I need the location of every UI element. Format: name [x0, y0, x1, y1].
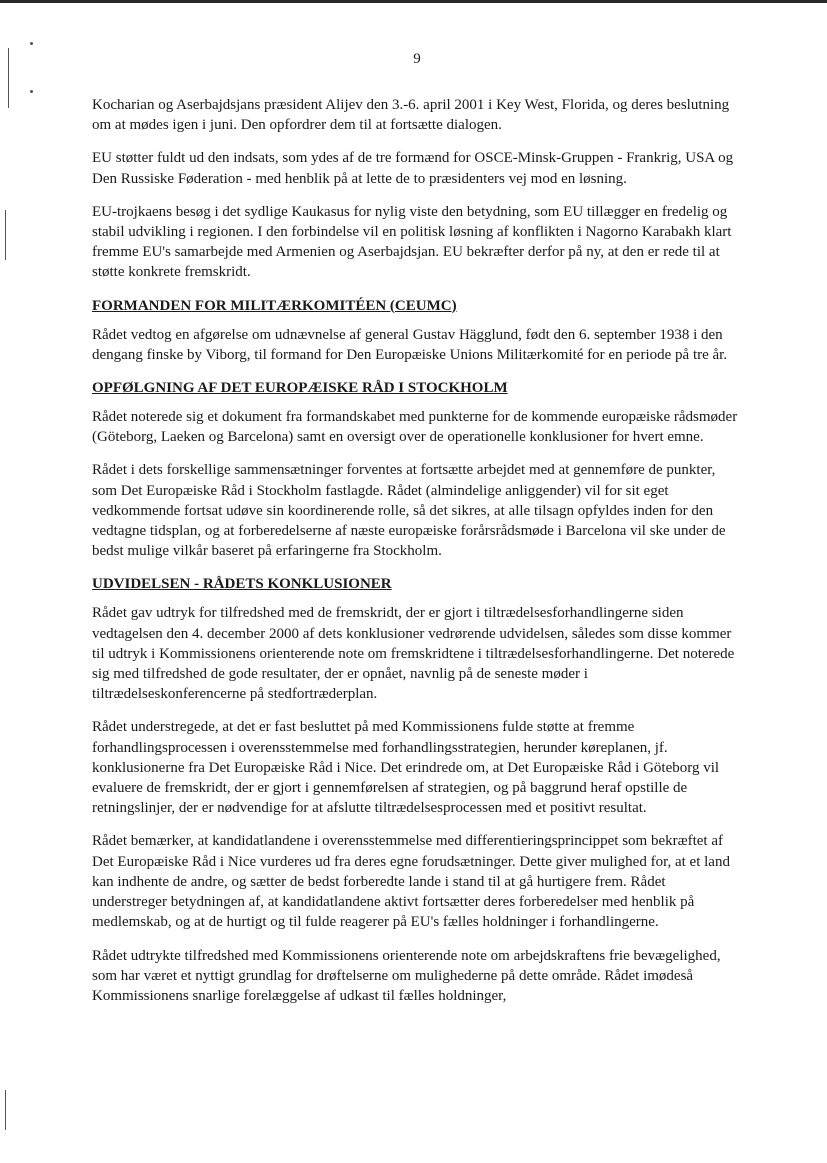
scan-margin-mark — [30, 42, 33, 45]
paragraph: Rådet bemærker, at kandidatlandene i overensstemmelse med differentieringsprincippet som bekræftet af Det Europæiske Råd i Nice vurderes ud fra deres egne forudsætninger. Dette giver mulighed for, at et land kan indhente de andre, og sætter de bedst forberedte lande i stand til at gå hurtigere frem. Rådet understreger betydningen af, at kandidatlandene aktivt fortsætter deres forberedelser med henblik på medlemskab, og at de hurtigt og til fulde reagerer på EU's fælles holdninger i forhandlingerne. — [92, 833, 730, 931]
section-enlargement — [92, 574, 742, 1006]
paragraph: Kocharian og Aserbajdsjans præsident Alijev den 3.-6. april 2001 i Key West, Florida, og deres beslutning om at mødes igen i juni. Den opfordrer dem til at fortsætte dialogen. — [92, 97, 730, 134]
paragraph: EU-trojkaens besøg i det sydlige Kaukasus for nylig viste den betydning, som EU tillægger en fredelig og stabil udvikling i regionen. I den forbindelse vil en politisk løsning af konflikten i Nagorno Karabakh klart fremme EU's samarbejde med Armenien og Aserbajdsjan. EU bekræfter derfor på ny, at den er rede til at støtte konkrete fremskridt. — [92, 203, 732, 281]
scan-top-rule — [0, 0, 827, 3]
section-heading: FORMANDEN FOR MILITÆRKOMITÉEN (CEUMC) — [92, 297, 457, 314]
section-heading: UDVIDELSEN - RÅDETS KONKLUSIONER — [92, 576, 392, 593]
paragraph: Rådet udtrykte tilfredshed med Kommissionens orienterende note om arbejdskraftens frie bevægelighed, som har været et nyttigt grundlag for drøftelserne om mulighederne på dette område. Rådet imødeså Kommissionens snarlige forelæggelse af udkast til fælles holdninger, — [92, 947, 721, 1004]
section-stockholm — [92, 378, 742, 561]
section-heading: OPFØLGNING AF DET EUROPÆISKE RÅD I STOCKHOLM — [92, 380, 508, 397]
paragraph: EU støtter fuldt ud den indsats, som ydes af de tre formænd for OSCE-Minsk-Gruppen - Frankrig, USA og Den Russiske Føderation - med henblik på at lette de to præsidenters vej mod en løsning. — [92, 150, 734, 187]
paragraph: Rådet gav udtryk for tilfredshed med de fremskridt, der er gjort i tiltrædelsesforhandlingerne siden vedtagelsen den 4. december 2000 af dets konklusioner vedrørende udvidelsen, således som disse kommer til udtryk i Kommissionens orienterende note om fremskridtene i tiltrædelsesforhandlingerne. Det noterede sig med tilfredshed de gode resultater, der er opnået, navnlig på de seneste møder i tiltrædelseskonferencerne på stedfortræderplan. — [92, 605, 735, 703]
page-number: 9 — [413, 51, 421, 67]
paragraph: Rådet understregede, at det er fast besluttet på med Kommissionens fulde støtte at fremme forhandlingsprocessen i overensstemmelse med forhandlingsstrategien, herunder køreplanen, jf. konklusionerne fra Det Europæiske Råd i Nice. Det erindrede om, at Det Europæiske Råd i Göteborg vil evaluere de fremskridt, der er gjort i gennemførelsen af strategien, og på baggrund heraf opstille de retningslinjer, der er nødvendige for at afslutte tiltrædelsesprocessen med et positivt resultat. — [92, 719, 720, 817]
scan-margin-mark — [5, 210, 6, 260]
section-ceumc — [92, 296, 742, 365]
scan-margin-mark — [30, 90, 33, 93]
paragraph: Rådet noterede sig et dokument fra formandskabet med punkterne for de kommende europæiske rådsmøder (Göteborg, Laeken og Barcelona) samt en oversigt over de operationelle konklusioner for hvert emne. — [92, 409, 738, 446]
scan-margin-mark — [8, 48, 9, 108]
paragraph: Rådet i dets forskellige sammensætninger forventes at fortsætte arbejdet med at gennemføre de punkter, som Det Europæiske Råd i Stockholm fastlagde. Rådet (almindelige anliggender) vil for sit eget vedkommende fortsat udøve sin koordinerende rolle, så det sikres, at alle tilsagn opfyldes inden for den vedtagne tidsplan, og at forberedelserne af næste europæiske forårsrådsmøde i Barcelona vil ske under de bedst mulige vilkår baseret på erfaringerne fra Stockholm. — [92, 462, 726, 560]
document-page — [92, 50, 742, 1019]
paragraph: Rådet vedtog en afgørelse om udnævnelse af general Gustav Hägglund, født den 6. september 1938 i den dengang finske by Viborg, til formand for Den Europæiske Unions Militærkomité for en periode på tre år. — [92, 326, 728, 363]
section-intro — [92, 95, 742, 283]
scan-margin-mark — [5, 1090, 6, 1130]
